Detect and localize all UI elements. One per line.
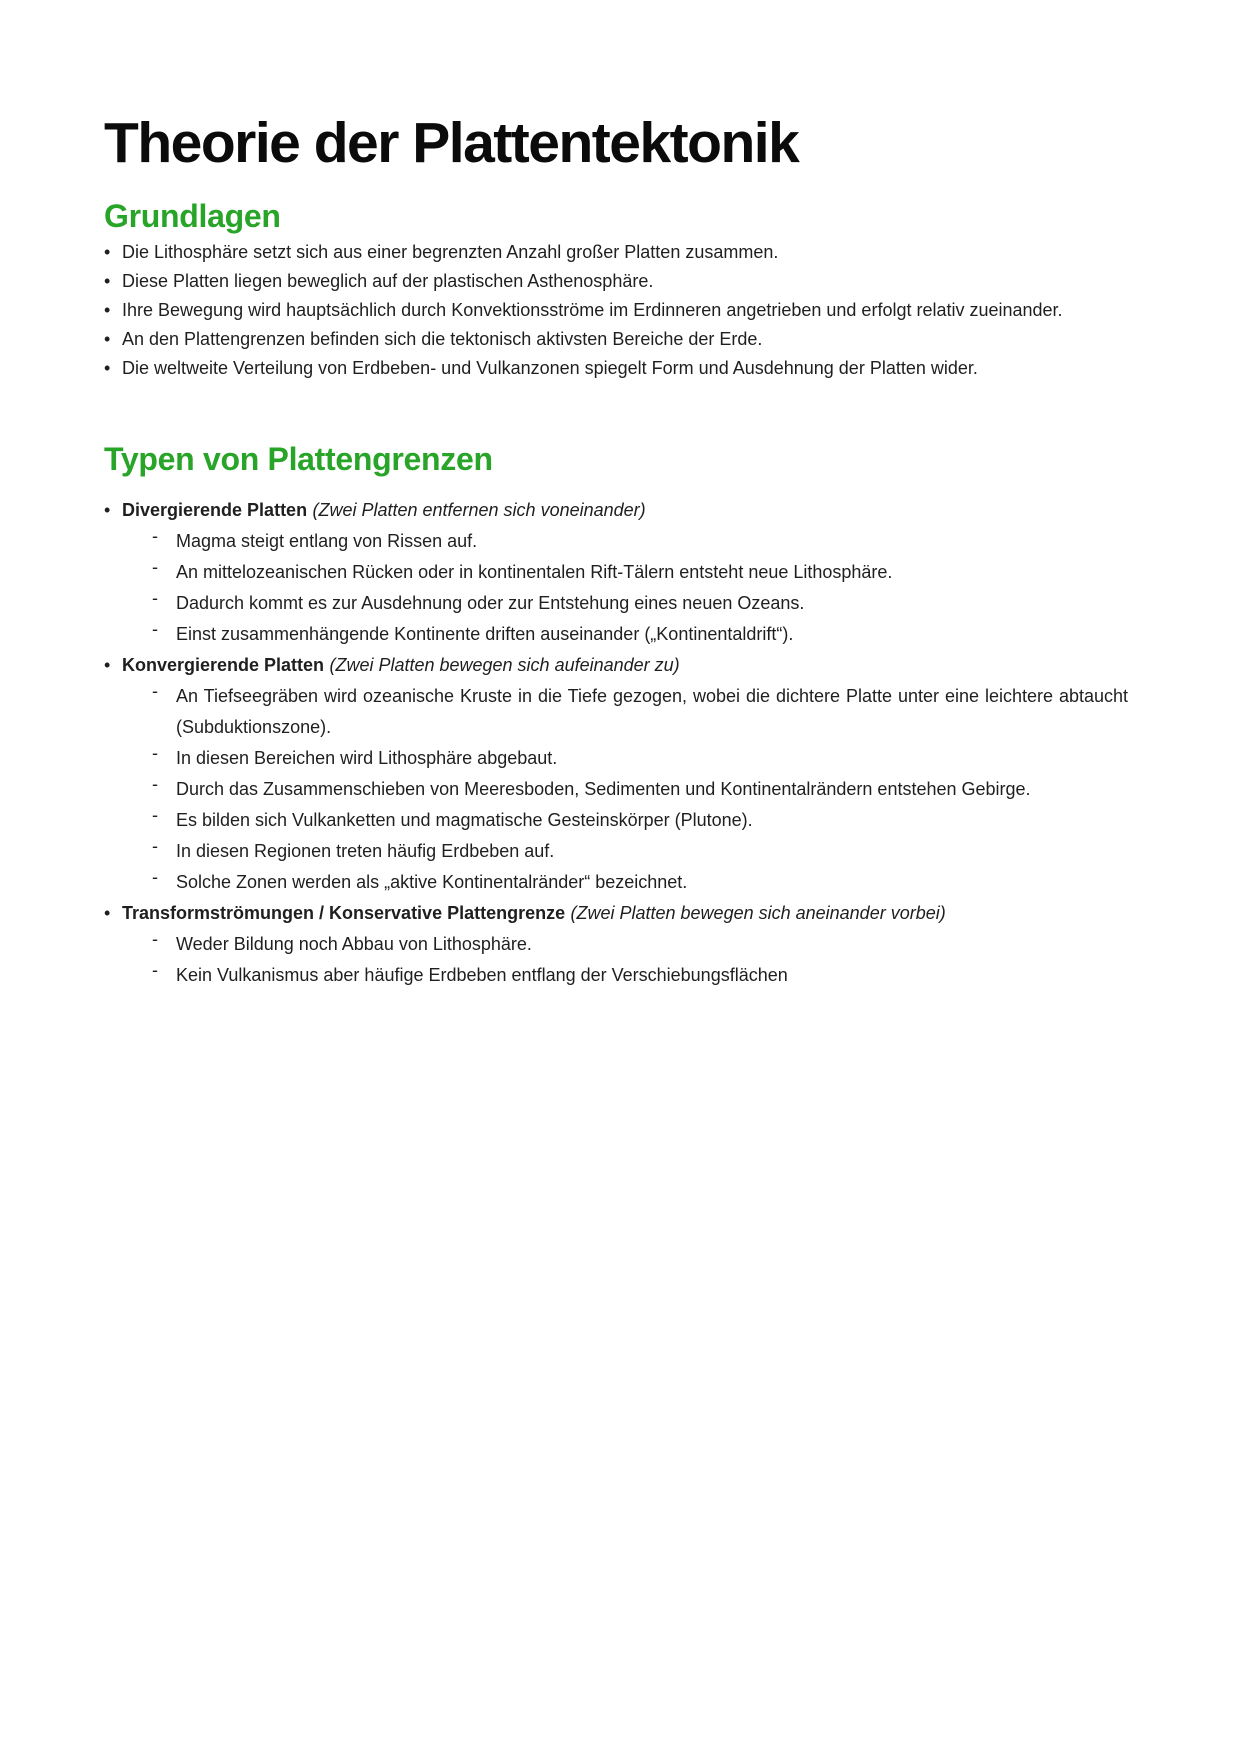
list-item-text: Diese Platten liegen beweglich auf der plastischen Asthenosphäre. (122, 271, 654, 291)
sub-list-item-text: Dadurch kommt es zur Ausdehnung oder zur Entstehung eines neuen Ozeans. (176, 593, 805, 613)
list-item-text: An den Plattengrenzen befinden sich die tektonisch aktivsten Bereiche der Erde. (122, 329, 763, 349)
list-item (122, 238, 1128, 267)
plattengrenzen-list (104, 495, 1128, 991)
sub-list-item-text: Es bilden sich Vulkanketten und magmatische Gesteinskörper (Plutone). (176, 810, 753, 830)
list-item-term: Transformströmungen / Konservative Plattengrenze (122, 903, 566, 923)
sub-list-item (176, 526, 1128, 557)
list-item (122, 325, 1128, 354)
grundlagen-list (104, 238, 1128, 383)
sub-list-item-text: Durch das Zusammenschieben von Meeresboden, Sedimenten und Kontinentalrändern entstehen Gebirge. (176, 779, 1031, 799)
list-item-definition: (Zwei Platten bewegen sich aufeinander zu) (329, 655, 680, 675)
sub-list (122, 526, 1128, 650)
sub-list (122, 681, 1128, 898)
sub-list-item (176, 681, 1128, 743)
sub-list-item (176, 836, 1128, 867)
sub-list-item (176, 929, 1128, 960)
list-item-term: Divergierende Platten (122, 500, 308, 520)
sub-list-item (176, 743, 1128, 774)
sub-list-item (176, 557, 1128, 588)
sub-list-item (176, 619, 1128, 650)
sub-list-item-text: In diesen Bereichen wird Lithosphäre abgebaut. (176, 748, 558, 768)
sub-list-item (176, 774, 1128, 805)
sub-list-item (176, 867, 1128, 898)
list-item-text: Die Lithosphäre setzt sich aus einer begrenzten Anzahl großer Platten zusammen. (122, 242, 779, 262)
list-item-term: Konvergierende Platten (122, 655, 325, 675)
section-heading-typen-von-plattengrenzen: Typen von Plattengrenzen (104, 441, 493, 477)
sub-list-item-text: An mittelozeanischen Rücken oder in kontinentalen Rift-Tälern entsteht neue Lithosphäre. (176, 562, 893, 582)
list-item-divergierende-platten (122, 495, 1128, 650)
sub-list-item-text: Kein Vulkanismus aber häufige Erdbeben entflang der Verschiebungsflächen (176, 965, 788, 985)
sub-list (122, 929, 1128, 991)
sub-list-item-text: Solche Zonen werden als „aktive Kontinentalränder“ bezeichnet. (176, 872, 688, 892)
sub-list-item-text: Magma steigt entlang von Rissen auf. (176, 531, 478, 551)
list-item-text: Ihre Bewegung wird hauptsächlich durch Konvektionsströme im Erdinneren angetrieben und erfolgt relativ zueinander. (122, 300, 1063, 320)
page-title: Theorie der Plattentektonik (104, 111, 799, 175)
sub-list-item-text: In diesen Regionen treten häufig Erdbeben auf. (176, 841, 555, 861)
sub-list-item-text: Weder Bildung noch Abbau von Lithosphäre. (176, 934, 532, 954)
list-item (122, 354, 1128, 383)
sub-list-item (176, 960, 1128, 991)
sub-list-item (176, 805, 1128, 836)
sub-list-item-text: Einst zusammenhängende Kontinente driften auseinander („Kontinentaldrift“). (176, 624, 794, 644)
list-item-definition: (Zwei Platten bewegen sich aneinander vorbei) (570, 903, 946, 923)
sub-list-item-text: An Tiefseegräben wird ozeanische Kruste in die Tiefe gezogen, wobei die dichtere Platte unter eine leichtere abtaucht (Subduktionszone). (176, 686, 1128, 737)
list-item-definition: (Zwei Platten entfernen sich voneinander) (312, 500, 646, 520)
list-item-text: Die weltweite Verteilung von Erdbeben- und Vulkanzonen spiegelt Form und Ausdehnung der Platten wider. (122, 358, 978, 378)
section-heading-grundlagen: Grundlagen (104, 198, 281, 234)
list-item (122, 296, 1128, 325)
sub-list-item (176, 588, 1128, 619)
list-item-konvergierende-platten (122, 650, 1128, 898)
list-item (122, 267, 1128, 296)
list-item-transformstroemungen (122, 898, 1128, 991)
